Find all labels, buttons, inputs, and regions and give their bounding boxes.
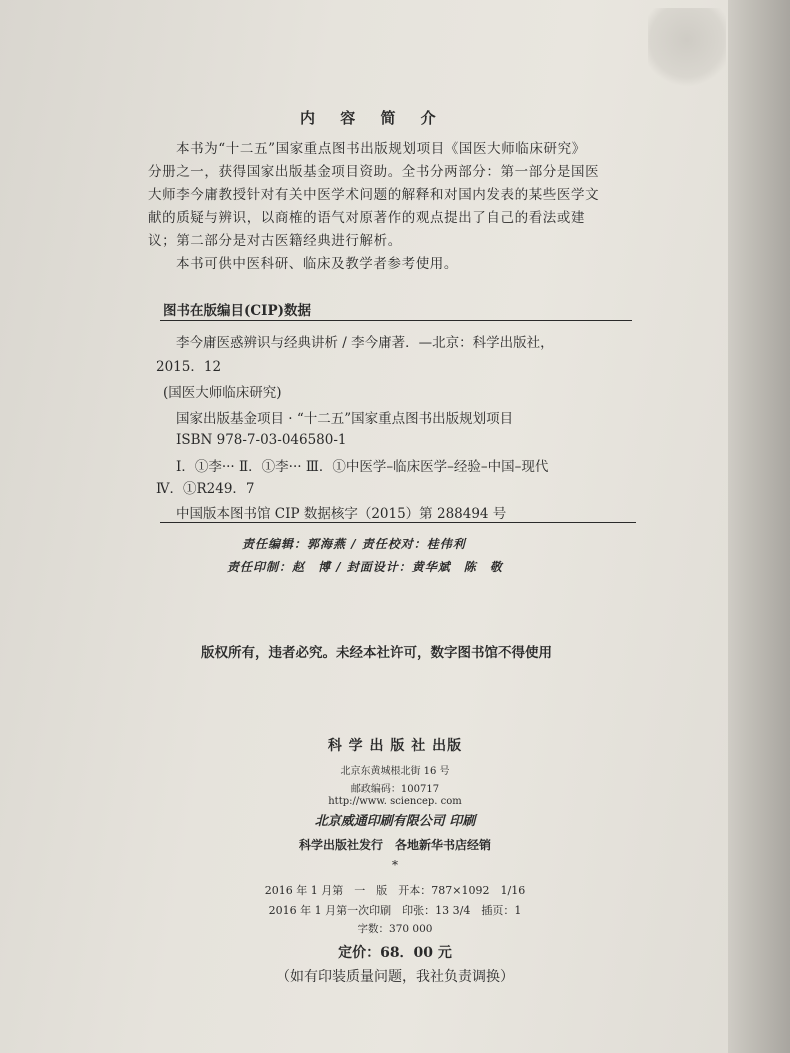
summary-line: 分册之一，获得国家出版基金项目资助。全书分两部分：第一部分是国医 bbox=[148, 164, 600, 180]
printing-info: 2016 年 1 月第一次印刷 印张：13 3/4 插页：1 bbox=[268, 904, 522, 917]
cip-line: ISBN 978-7-03-046580-1 bbox=[176, 432, 347, 448]
postal-code: 邮政编码：100717 bbox=[350, 784, 440, 795]
editor-credits: 责任编辑：郭海燕 / 责任校对：桂伟利 bbox=[242, 537, 466, 551]
summary-line: 本书为“十二五”国家重点图书出版规划项目《国医大师临床研究》 bbox=[176, 141, 586, 157]
faded-corner-stamp bbox=[648, 8, 726, 88]
production-credits: 责任印制：赵 博 / 封面设计：黄华斌 陈 敬 bbox=[227, 560, 503, 574]
word-count: 字数：370 000 bbox=[357, 923, 433, 935]
distribution-line: 科学出版社发行 各地新华书店经销 bbox=[298, 838, 491, 852]
cip-title: 图书在版编目(CIP)数据 bbox=[163, 303, 311, 319]
summary-line: 献的质疑与辨识，以商榷的语气对原著作的观点提出了自己的看法或建 bbox=[148, 210, 586, 226]
cip-line: 中国版本图书馆 CIP 数据核字（2015）第 288494 号 bbox=[176, 506, 507, 522]
publisher-line: 科 学 出 版 社 出版 bbox=[327, 738, 463, 754]
separator-star: * bbox=[392, 858, 398, 872]
copyright-notice: 版权所有，违者必究。未经本社许可，数字图书馆不得使用 bbox=[201, 645, 552, 661]
summary-heading: 内 容 简 介 bbox=[300, 109, 446, 127]
cip-line: 国家出版基金项目 · “十二五”国家重点图书出版规划项目 bbox=[176, 411, 514, 427]
price: 定价：68．00 元 bbox=[338, 945, 452, 961]
quality-notice: （如有印装质量问题，我社负责调换） bbox=[276, 969, 514, 985]
summary-line: 议；第二部分是对古医籍经典进行解析。 bbox=[148, 233, 402, 249]
summary-line: 大师李今庸教授针对有关中医学术问题的解释和对国内发表的某些医学文 bbox=[148, 187, 600, 203]
cip-line: Ⅳ．①R249．7 bbox=[156, 481, 255, 497]
summary-line: 本书可供中医科研、临床及教学者参考使用。 bbox=[176, 256, 458, 272]
cip-line: 李今庸医惑辨识与经典讲析 / 李今庸著．—北京：科学出版社， bbox=[176, 335, 554, 351]
publisher-url: http://www. sciencep. com bbox=[328, 796, 462, 807]
cip-line: (国医大师临床研究) bbox=[163, 385, 282, 401]
cip-top-rule bbox=[160, 320, 632, 321]
cip-line: Ⅰ．①李··· Ⅱ．①李··· Ⅲ．①中医学–临床医学–经验–中国–现代 bbox=[176, 459, 549, 475]
publisher-address: 北京东黄城根北街 16 号 bbox=[340, 766, 450, 777]
cip-line: 2015．12 bbox=[156, 359, 222, 375]
edition-info: 2016 年 1 月第 一 版 开本：787×1092 1/16 bbox=[264, 884, 526, 897]
cip-bottom-rule bbox=[160, 522, 636, 523]
printer-line: 北京威通印刷有限公司 印刷 bbox=[314, 814, 476, 829]
